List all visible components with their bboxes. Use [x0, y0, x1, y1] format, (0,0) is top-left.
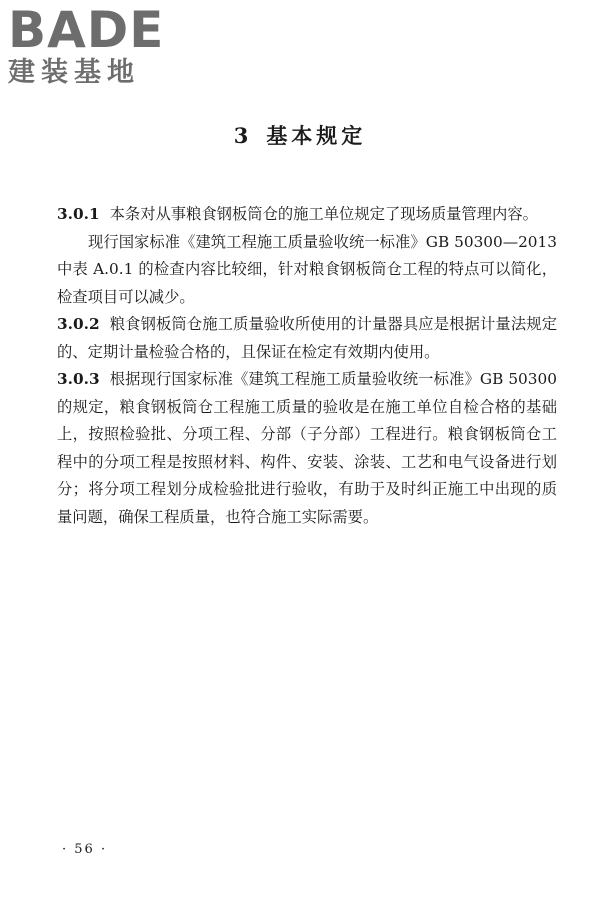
clause-3-0-1-paragraph: 现行国家标准《建筑工程施工质量验收统一标准》GB 50300—2013 中表 A.0.1 的检查内容比较细，针对粮食钢板筒仓工程的特点可以简化，检查项目可以减少。 — [57, 232, 557, 306]
chapter-title — [0, 120, 600, 150]
clause-text: 粮食钢板筒仓施工质量验收所使用的计量器具应是根据计量法规定的、定期计量检验合格的，且保证在检定有效期内使用。 — [57, 315, 557, 361]
clause-3-0-2 — [57, 311, 557, 366]
clause-3-0-1 — [57, 201, 557, 229]
page-number: · 56 · — [62, 842, 108, 857]
chapter-title-text: 基本规定 — [266, 123, 367, 148]
clause-text: 根据现行国家标准《建筑工程施工质量验收统一标准》GB 50300的规定，粮食钢板筒仓工程施工质量的验收是在施工单位自检合格的基础上，按照检验批、分项工程、分部（子分部）工程进行。粮食钢板筒仓工程中的分项工程是按照材料、构件、安装、涂装、工艺和电气设备进行划分；将分项工程划分成检验批进行验收，有助于及时纠正施工中出现的质量问题，确保工程质量，也符合施工实际需要。 — [57, 370, 557, 526]
logo — [8, 1, 183, 88]
chapter-number: 3 — [233, 123, 253, 148]
clause-text: 本条对从事粮食钢板筒仓的施工单位规定了现场质量管理内容。 — [109, 205, 538, 223]
clause-number: 3.0.1 — [57, 205, 100, 223]
logo-wordmark: BADE — [8, 1, 165, 59]
clause-number: 3.0.2 — [57, 315, 100, 333]
clause-3-0-3 — [57, 366, 557, 531]
document-body — [57, 201, 557, 531]
clause-number: 3.0.3 — [57, 370, 100, 388]
logo-subtitle: 建装基地 — [8, 57, 140, 88]
